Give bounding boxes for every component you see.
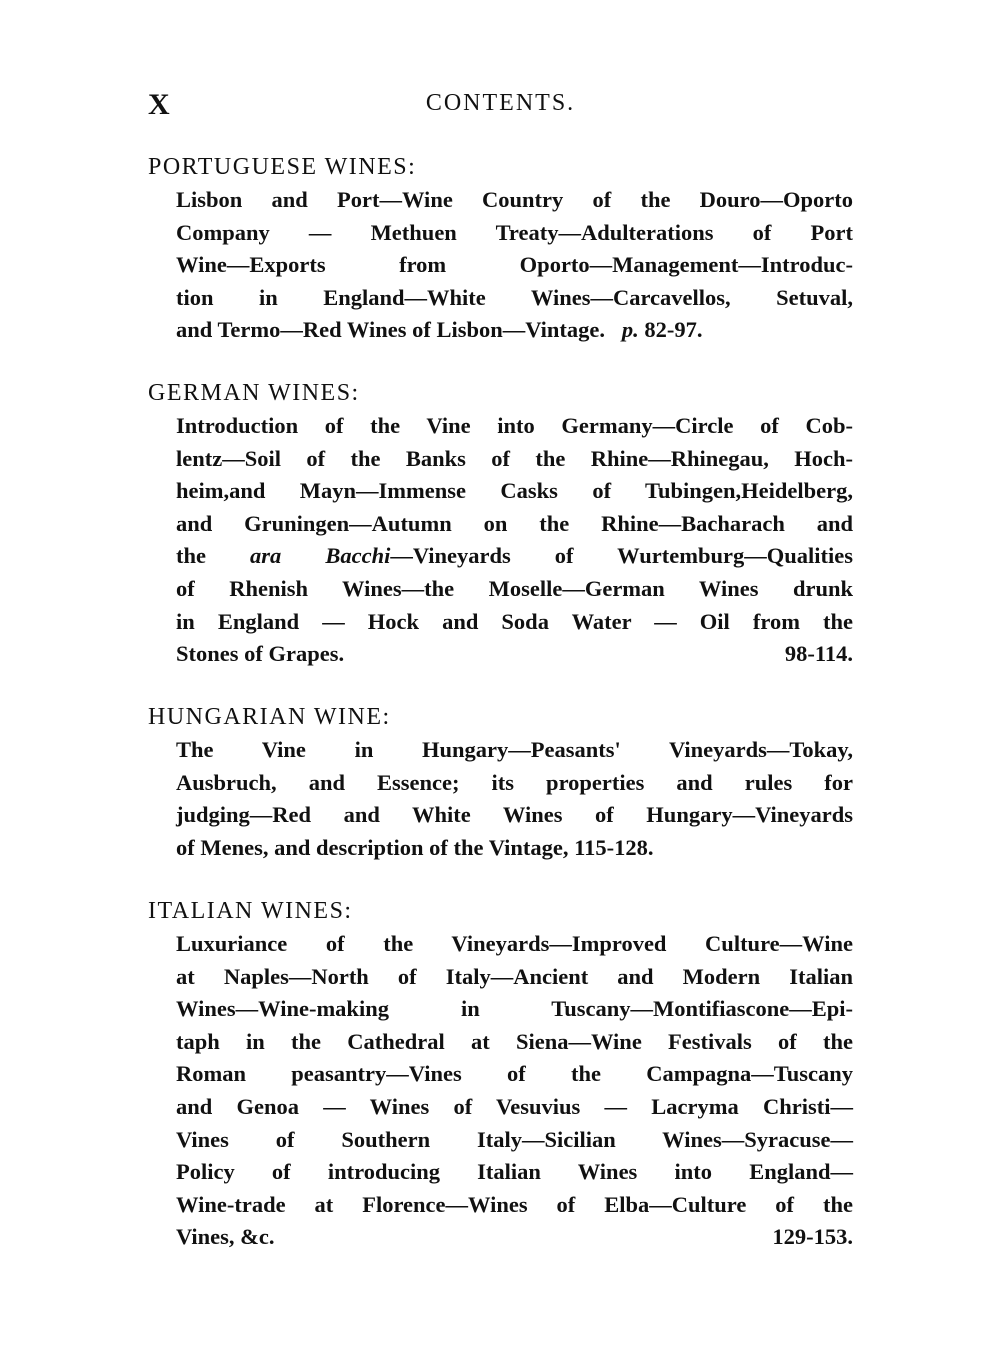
page-range: 115-128. — [574, 834, 654, 860]
summary-last-line — [176, 638, 853, 671]
summary-line: Wine—Exports from Oporto—Management—Introduc- — [176, 252, 853, 278]
page-header — [148, 88, 853, 128]
summary-line — [176, 540, 853, 573]
summary-line: taph in the Cathedral at Siena—Wine Festivals of the — [176, 1028, 853, 1054]
summary-line: Wine-trade at Florence—Wines of Elba—Culture of the — [176, 1191, 853, 1217]
page-prefix: p. — [621, 317, 639, 343]
page-range: 82-97. — [644, 317, 703, 343]
summary-line-text: of Menes, and description of the Vintage, — [176, 834, 569, 860]
summary-line: The Vine in Hungary—Peasants' Vineyards—Tokay, — [176, 737, 853, 762]
summary-last-line — [176, 314, 853, 347]
section-heading: ITALIAN WINES: — [148, 898, 353, 924]
section-heading: PORTUGUESE WINES: — [148, 154, 417, 180]
summary-last-line — [176, 1221, 853, 1254]
summary-line: Policy of introducing Italian Wines into England— — [176, 1159, 853, 1185]
summary-line: and Genoa — Wines of Vesuvius — Lacryma Christi— — [176, 1093, 853, 1119]
running-title: CONTENTS. — [425, 90, 576, 116]
summary-line-text: —Vineyards of Wurtemburg—Qualities — [390, 543, 854, 569]
summary-line: judging—Red and White Wines of Hungary—Vineyards — [176, 802, 853, 828]
summary-line: heim,and Mayn—Immense Casks of Tubingen,Heidelberg, — [176, 478, 853, 504]
page-number: X — [148, 88, 170, 121]
summary-line-text: and Termo—Red Wines of Lisbon—Vintage. — [176, 317, 606, 343]
summary-line: and Gruningen—Autumn on the Rhine—Bacharach and — [176, 510, 853, 536]
summary-line-text: Stones of Grapes. — [176, 641, 345, 667]
page-range: 98-114. — [784, 641, 853, 667]
page-range: 129-153. — [772, 1224, 853, 1250]
section-heading: GERMAN WINES: — [148, 380, 360, 406]
section-italian-wines — [148, 894, 853, 1254]
summary-line: Introduction of the Vine into Germany—Circle of Cob- — [176, 413, 853, 438]
section-german-wines — [148, 376, 853, 671]
section-summary — [176, 184, 853, 347]
section-summary — [176, 410, 853, 671]
summary-line: in England — Hock and Soda Water — Oil from the — [176, 608, 853, 634]
section-summary — [176, 734, 853, 864]
summary-last-line — [176, 832, 853, 865]
summary-line: of Rhenish Wines—the Moselle—German Wines drunk — [176, 575, 853, 601]
latin-phrase: ara Bacchi — [250, 543, 391, 569]
summary-line-text: Vines, &c. — [176, 1224, 275, 1250]
summary-line-text: the — [176, 543, 206, 569]
summary-line: at Naples—North of Italy—Ancient and Modern Italian — [176, 963, 853, 989]
summary-line: Ausbruch, and Essence; its properties and rules for — [176, 769, 853, 795]
section-hungarian-wine — [148, 700, 853, 864]
summary-line: Roman peasantry—Vines of the Campagna—Tuscany — [176, 1061, 853, 1087]
summary-line: lentz—Soil of the Banks of the Rhine—Rhinegau, Hoch- — [176, 445, 853, 471]
summary-line: Vines of Southern Italy—Sicilian Wines—Syracuse— — [176, 1126, 853, 1152]
summary-line: Lisbon and Port—Wine Country of the Douro—Oporto — [176, 187, 853, 212]
summary-line: Wines—Wine-making in Tuscany—Montifiascone—Epi- — [176, 996, 853, 1022]
summary-line: Company — Methuen Treaty—Adulterations of Port — [176, 219, 853, 245]
section-portuguese-wines — [148, 150, 853, 347]
summary-line: tion in England—White Wines—Carcavellos, Setuval, — [176, 284, 853, 310]
section-summary — [176, 928, 853, 1254]
section-heading: HUNGARIAN WINE: — [148, 704, 391, 730]
summary-line: Luxuriance of the Vineyards—Improved Culture—Wine — [176, 931, 853, 956]
